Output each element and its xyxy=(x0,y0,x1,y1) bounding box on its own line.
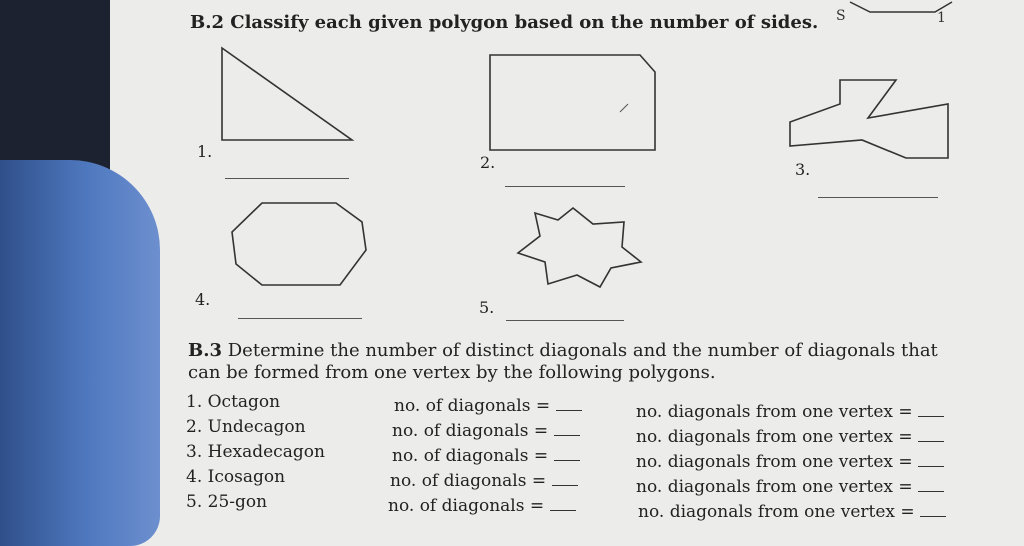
polygon-2-pentagon xyxy=(490,55,655,150)
vertex-text: no. diagonals from one vertex = xyxy=(636,477,913,497)
corner-letter: S xyxy=(836,8,846,24)
diagonals-label-4 xyxy=(390,471,578,491)
vertex-label-4 xyxy=(636,477,944,497)
corner-mark: 1 xyxy=(937,10,946,26)
b3-label: B.3 xyxy=(188,340,223,361)
vertex-blank-4[interactable] xyxy=(918,479,944,492)
polygon-name-5: 5. 25-gon xyxy=(186,492,268,512)
diagonals-text: no. of diagonals = xyxy=(388,496,545,516)
vertex-label-2 xyxy=(636,427,944,447)
item-2-blank[interactable] xyxy=(505,186,625,187)
b2-title: B.2 Classify each given polygon based on the number of sides. xyxy=(190,12,819,33)
diagonals-blank-5[interactable] xyxy=(550,498,576,511)
diagonals-label-2 xyxy=(392,421,580,441)
vertex-blank-3[interactable] xyxy=(918,454,944,467)
item-3-number: 3. xyxy=(795,160,811,179)
diagonals-blank-4[interactable] xyxy=(552,473,578,486)
vertex-text: no. diagonals from one vertex = xyxy=(636,452,913,472)
vertex-blank-2[interactable] xyxy=(918,429,944,442)
polygon-name-2: 2. Undecagon xyxy=(186,417,306,437)
diagonals-text: no. of diagonals = xyxy=(394,396,551,416)
vertex-label-3 xyxy=(636,452,944,472)
polygon-3-concave xyxy=(790,80,948,158)
polygon-name-4: 4. Icosagon xyxy=(186,467,286,487)
corner-shape xyxy=(850,2,952,12)
vertex-label-1 xyxy=(636,402,944,422)
pencil-mark xyxy=(620,104,628,112)
diagonals-text: no. of diagonals = xyxy=(390,471,547,491)
item-4-number: 4. xyxy=(195,290,211,309)
item-4-blank[interactable] xyxy=(238,318,362,319)
polygon-4-octagon xyxy=(232,203,366,285)
vertex-blank-5[interactable] xyxy=(920,504,946,517)
vertex-text: no. diagonals from one vertex = xyxy=(638,502,915,522)
item-3-blank[interactable] xyxy=(818,197,938,198)
polygon-name-3: 3. Hexadecagon xyxy=(186,442,325,462)
diagonals-blank-1[interactable] xyxy=(556,398,582,411)
polygon-name-1: 1. Octagon xyxy=(186,392,281,412)
diagonals-blank-3[interactable] xyxy=(554,448,580,461)
vertex-text: no. diagonals from one vertex = xyxy=(636,427,913,447)
item-1-number: 1. xyxy=(197,142,213,161)
item-2-number: 2. xyxy=(480,153,496,172)
b3-instruction-text: Determine the number of distinct diagonals and the number of diagonals that can be formed from one vertex by the following polygons. xyxy=(188,340,938,383)
item-5-number: 5. xyxy=(479,298,495,317)
diagonals-label-5 xyxy=(388,496,576,516)
diagonals-label-3 xyxy=(392,446,580,466)
vertex-blank-1[interactable] xyxy=(918,404,944,417)
b3-instructions xyxy=(188,340,948,384)
item-1-blank[interactable] xyxy=(225,178,349,179)
polygon-5-star xyxy=(518,208,641,287)
vertex-label-5 xyxy=(638,502,946,522)
diagonals-blank-2[interactable] xyxy=(554,423,580,436)
diagonals-text: no. of diagonals = xyxy=(392,421,549,441)
polygon-1-triangle xyxy=(222,48,352,140)
diagonals-text: no. of diagonals = xyxy=(392,446,549,466)
item-5-blank[interactable] xyxy=(506,320,624,321)
diagonals-label-1 xyxy=(394,396,582,416)
vertex-text: no. diagonals from one vertex = xyxy=(636,402,913,422)
